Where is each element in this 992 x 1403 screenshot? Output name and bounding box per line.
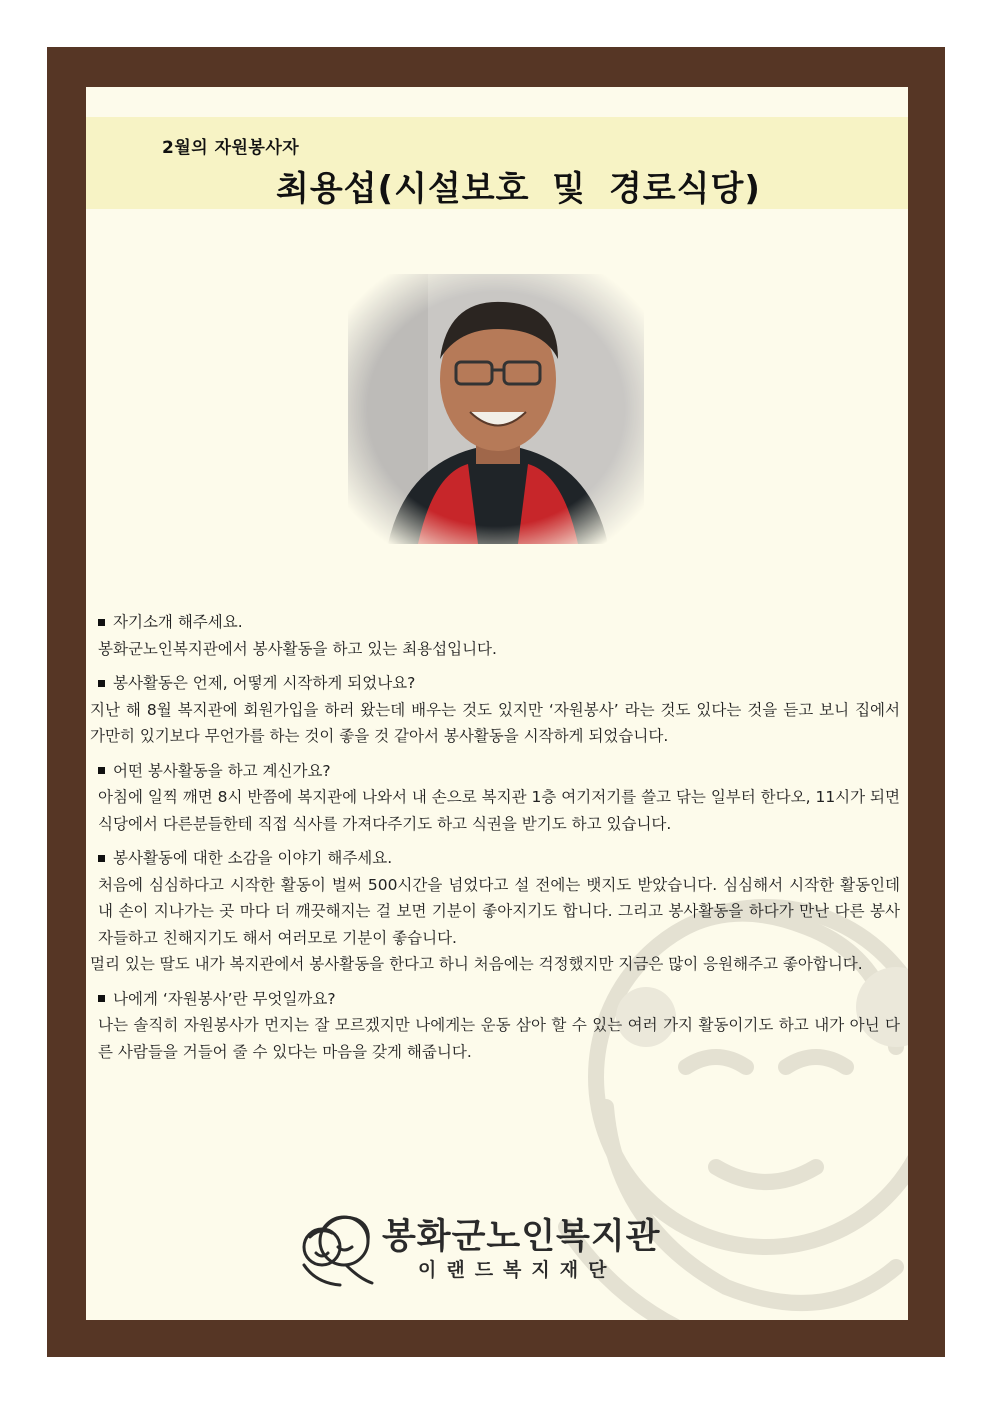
- answer: 지난 해 8월 복지관에 회원가입을 하러 왔는데 배우는 것도 있지만 ‘자원봉사’ 라는 것도 있다는 것을 듣고 보니 집에서 가만히 있기보다 무언가를 하는 것이 좋을 것 같아서 봉사활동을 시작하게 되었습니다.: [90, 700, 900, 745]
- header-band: [86, 117, 908, 209]
- elderly-couple-logo-icon: [296, 1207, 378, 1287]
- organization-name: 봉화군노인복지관: [382, 1217, 661, 1257]
- volunteer-name-title: 최용섭(시설보호 및 경로식당): [276, 169, 761, 209]
- foundation-name: 이랜드복지재단: [418, 1259, 617, 1281]
- square-bullet-icon: [98, 619, 105, 626]
- square-bullet-icon: [98, 680, 105, 687]
- page-inner: [86, 87, 908, 1320]
- question: 어떤 봉사활동을 하고 계신가요?: [90, 758, 900, 785]
- month-volunteer-label: 2월의 자원봉사자: [162, 138, 300, 158]
- question: 봉사활동은 언제, 어떻게 시작하게 되었나요?: [90, 670, 900, 697]
- answer: 나는 솔직히 자원봉사가 먼지는 잘 모르겠지만 나에게는 운동 삼아 할 수 있는 여러 가지 활동이기도 하고 내가 아닌 다른 사람들을 거들어 줄 수 있다는 마음을 갖게 해줍니다.: [98, 1016, 900, 1061]
- answer-continued: 멀리 있는 딸도 내가 복지관에서 봉사활동을 한다고 하니 처음에는 걱정했지만 지금은 많이 응원해주고 좋아합니다.: [90, 955, 863, 973]
- answer: 봉화군노인복지관에서 봉사활동을 하고 있는 최용섭입니다.: [98, 639, 497, 658]
- answer: 아침에 일찍 깨면 8시 반쯤에 복지관에 나와서 내 손으로 복지관 1층 여기저기를 쓸고 닦는 일부터 한다오, 11시가 되면 식당에서 다른분들한테 직접 식사를 가져다주기도 하고 식권을 받기도 하고 있습니다.: [98, 788, 900, 833]
- qa-block: [90, 609, 900, 662]
- square-bullet-icon: [98, 995, 105, 1002]
- square-bullet-icon: [98, 767, 105, 774]
- question: 나에게 ‘자원봉사’란 무엇일까요?: [90, 986, 900, 1013]
- qa-block: [90, 670, 900, 750]
- qa-block: [90, 986, 900, 1066]
- answer: 처음에 심심하다고 시작한 활동이 벌써 500시간을 넘었다고 설 전에는 뱃지도 받았습니다. 심심해서 시작한 활동인데 내 손이 지나가는 곳 마다 더 깨끗해지는 걸 보면 기분이 좋아지기도 합니다. 그리고 봉사활동을 하다가 만난 다른 봉사자들하고 친해지기도 해서 여러모로 기분이 좋습니다.: [98, 875, 900, 947]
- qa-block: [90, 845, 900, 978]
- qa-block: [90, 758, 900, 838]
- organization-logo: [296, 1205, 716, 1293]
- interview-content: [90, 609, 900, 1073]
- question: 자기소개 해주세요.: [90, 609, 900, 636]
- question: 봉사활동에 대한 소감을 이야기 해주세요.: [90, 845, 900, 872]
- square-bullet-icon: [98, 855, 105, 862]
- volunteer-photo: [348, 274, 644, 544]
